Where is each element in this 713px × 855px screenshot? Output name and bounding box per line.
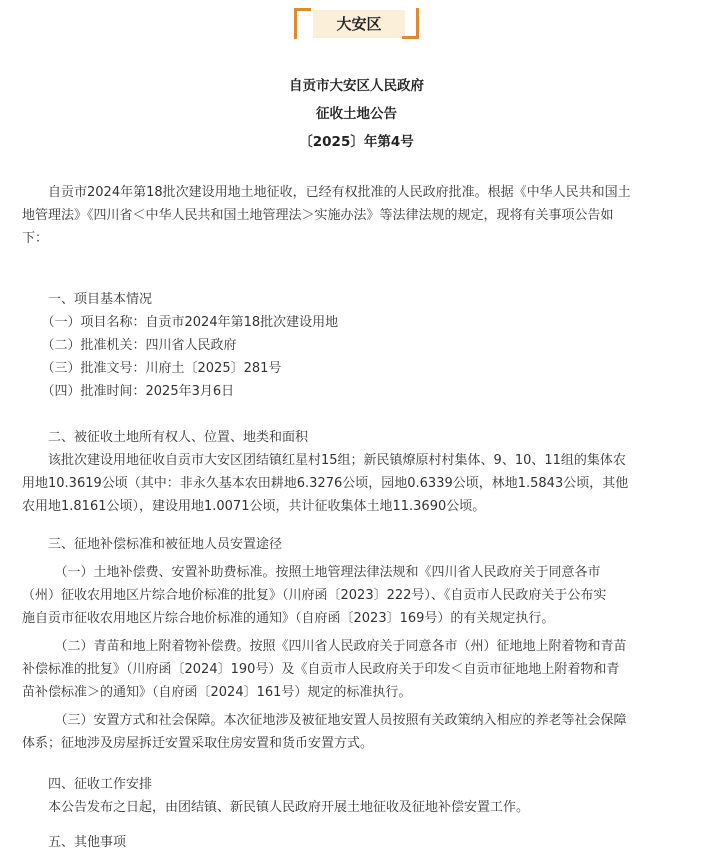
region-badge (0, 10, 713, 40)
approval-number: （三）批准文号：川府土〔2025〕281号 (22, 361, 282, 376)
section-4-title: 四、征收工作安排 (22, 777, 153, 792)
section-2-title: 二、被征收土地所有权人、位置、地类和面积 (22, 430, 309, 445)
intro-line: 地管理法》《四川省＜中华人民共和国土地管理法＞实施办法》等法律法规的规定，现将有关事项公告如 (22, 208, 614, 223)
approval-date: （四）批准时间：2025年3月6日 (22, 384, 235, 399)
section-3 (22, 533, 702, 755)
crop-compensation-line: （二）青苗和地上附着物补偿费。按照《四川省人民政府关于同意各市（州）征地地上附着物和青苗 (22, 639, 627, 654)
section-3-title: 三、征地补偿标准和被征地人员安置途径 (22, 537, 283, 552)
region-badge-label: 大安区 (313, 10, 405, 38)
section-4-body: 本公告发布之日起，由团结镇、新民镇人民政府开展土地征收及征地补偿安置工作。 (22, 800, 530, 815)
resettlement-line: 体系；征地涉及房屋拆迁安置采取住房安置和货币安置方式。 (22, 736, 374, 751)
notice-number: 〔2025〕年第4号 (299, 134, 414, 150)
intro-paragraph (22, 181, 702, 250)
notice-title: 征收土地公告 (316, 106, 397, 122)
intro-line: 下： (22, 231, 49, 246)
crop-compensation-line: 苗补偿标准＞的通知》（自府函〔2024〕161号）规定的标准执行。 (22, 685, 412, 700)
section-5 (22, 831, 702, 854)
resettlement-line: （三）安置方式和社会保障。本次征地涉及被征地安置人员按照有关政策纳入相应的养老等社会保障 (22, 713, 627, 728)
section-1 (22, 288, 702, 403)
section-1-title: 一、项目基本情况 (22, 292, 153, 307)
section-5-title: 五、其他事项 (22, 835, 127, 850)
land-compensation-line: 施自贡市征收农用地区片综合地价标准的通知》（自府函〔2023〕169号）的有关规定执行。 (22, 611, 555, 626)
approval-authority: （二）批准机关：四川省人民政府 (22, 338, 237, 353)
right-bracket-decoration (402, 8, 419, 39)
land-compensation-line: （州）征收农用地区片综合地价标准的批复》（川府函〔2023〕222号）、《自贡市人民政府关于公布实 (22, 588, 607, 603)
section-2-body-line: 该批次建设用地征收自贡市大安区团结镇红星村15组；新民镇燎原村村集体、9、10、11组的集体农 (22, 453, 626, 468)
section-2-body-line: 用地10.3619公顷（其中：非永久基本农田耕地6.3276公顷，园地0.6339公顷，林地1.5843公顷，其他 (22, 476, 629, 491)
section-2 (22, 426, 702, 518)
land-compensation-line: （一）土地补偿费、安置补助费标准。按照土地管理法律法规和《四川省人民政府关于同意各市 (22, 565, 601, 580)
left-bracket-decoration (294, 8, 311, 39)
issuing-authority: 自贡市大安区人民政府 (289, 78, 424, 94)
crop-compensation-line: 补偿标准的批复》（川府函〔2024〕190号）及《自贡市人民政府关于印发＜自贡市征地地上附着物和青 (22, 662, 620, 677)
intro-line: 自贡市2024年第18批次建设用地土地征收，已经有权批准的人民政府批准。根据《中华人民共和国土 (22, 185, 631, 200)
section-4 (22, 773, 702, 819)
section-2-body-line: 农用地1.8161公顷），建设用地1.0071公顷，共计征收集体土地11.3690公顷。 (22, 499, 486, 514)
project-name: （一）项目名称：自贡市2024年第18批次建设用地 (22, 315, 339, 330)
